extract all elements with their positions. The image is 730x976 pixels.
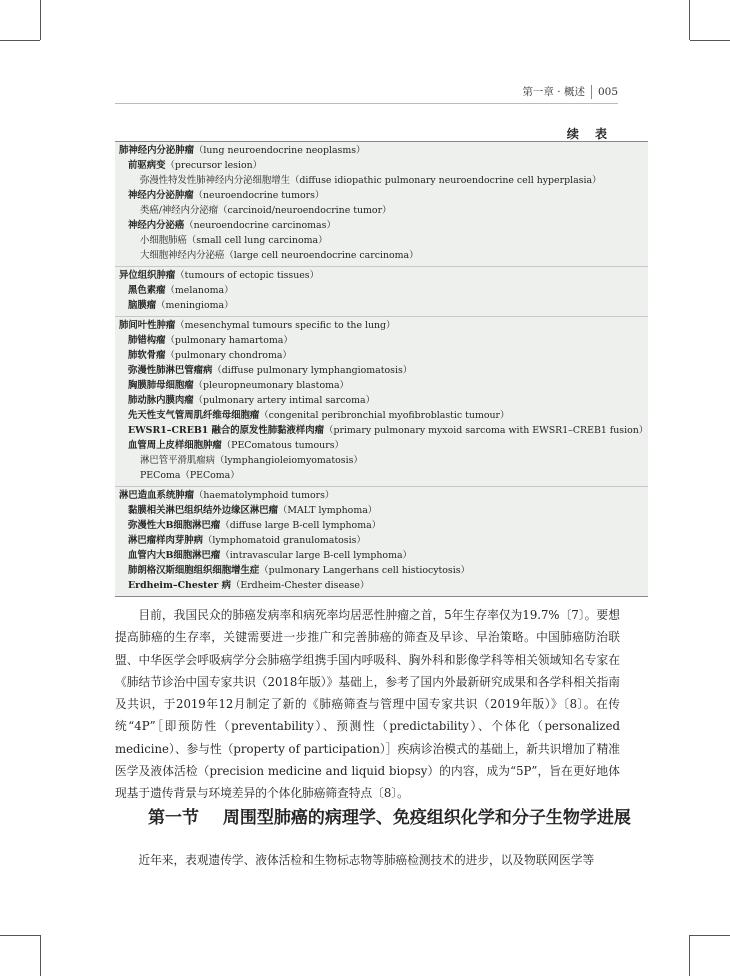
running-head	[522, 84, 618, 99]
classification-entry	[119, 283, 648, 298]
classification-entry	[119, 233, 648, 248]
entry-name: 淋巴造血系统肿瘤	[119, 490, 195, 501]
crop-mark	[40, 0, 41, 40]
entry-name: 淋巴管平滑肌瘤病	[140, 455, 216, 466]
classification-entry	[119, 188, 648, 203]
entry-english: （pulmonary artery intimal sarcoma）	[193, 395, 376, 406]
classification-entry	[119, 548, 648, 563]
classification-entry	[119, 423, 648, 438]
body-text-2	[115, 849, 620, 871]
crop-mark	[689, 935, 690, 976]
entry-english: （carcinoid/neuroendocrine tumor）	[218, 205, 392, 216]
entry-english: （MALT lymphoma）	[278, 505, 378, 516]
classification-entry	[119, 578, 648, 593]
entry-name: PEComa	[140, 470, 181, 481]
entry-name: 血管内大B细胞淋巴瘤	[128, 550, 221, 561]
crop-mark	[0, 40, 40, 41]
entry-english: （mesenchymal tumours specific to the lung）	[175, 320, 396, 331]
header-rule	[115, 103, 618, 104]
entry-name: 先天性支气管周肌纤维母细胞瘤	[128, 410, 260, 421]
entry-english: （PEComatous tumours）	[221, 440, 344, 451]
entry-name: Erdheim–Chester 病	[128, 580, 231, 591]
entry-english: （tumours of ectopic tissues）	[175, 270, 319, 281]
entry-name: 前驱病变	[128, 160, 166, 171]
classification-entry	[119, 268, 648, 283]
entry-name: EWSR1–CREB1 融合的原发性肺黏液样肉瘤	[128, 425, 325, 436]
entry-name: 淋巴瘤样肉芽肿病	[128, 535, 204, 546]
entry-name: 弥漫性特发性肺神经内分泌细胞增生	[140, 175, 291, 186]
table-group	[115, 142, 648, 267]
entry-name: 神经内分泌肿瘤	[128, 190, 194, 201]
table-cell	[115, 317, 648, 487]
entry-english: （melanoma）	[165, 285, 234, 296]
entry-name: 黏膜相关淋巴组织结外边缘区淋巴瘤	[128, 505, 279, 516]
table-cell	[115, 267, 648, 317]
body-text-1	[115, 604, 620, 805]
entry-english: （diffuse large B-cell lymphoma）	[220, 520, 382, 531]
entry-english: （small cell lung carcinoma）	[186, 235, 328, 246]
section-number: 第一节	[148, 808, 199, 828]
entry-english: （pulmonary chondroma）	[165, 350, 292, 361]
entry-name: 肺动脉内膜肉瘤	[128, 395, 194, 406]
classification-entry	[119, 378, 648, 393]
entry-english: （pulmonary Langerhans cell histiocytosis）	[259, 565, 470, 576]
classification-entry	[119, 408, 648, 423]
entry-name: 脑膜瘤	[128, 300, 157, 311]
entry-name: 肺朗格汉斯细胞组织细胞增生症	[128, 565, 260, 576]
entry-name: 弥漫性大B细胞淋巴瘤	[128, 520, 221, 531]
classification-entry	[119, 563, 648, 578]
crop-mark	[0, 935, 40, 936]
entry-english: （Erdheim-Chester disease）	[230, 580, 370, 591]
chapter-title: 第一章 · 概述	[522, 86, 585, 98]
entry-english: （neuroendocrine tumors）	[193, 190, 325, 201]
entry-english: （pleuropneumonary blastoma）	[193, 380, 349, 391]
header-divider	[591, 85, 592, 99]
classification-entry	[119, 438, 648, 453]
classification-entry	[119, 333, 648, 348]
entry-english: （lymphangioleiomyomatosis）	[215, 455, 363, 466]
classification-entry	[119, 363, 648, 378]
crop-mark	[690, 935, 730, 936]
table-cell	[115, 487, 648, 597]
entry-english: （haematolymphoid tumors）	[194, 490, 335, 501]
paragraph: 目前，我国民众的肺癌发病率和病死率均居恶性肿瘤之首，5年生存率仅为19.7%〔7〕。要想提高肺癌的生存率，关键需要进一步推广和完善肺癌的筛查及早诊、早治策略。中国肺癌防治联盟、中华医学会呼吸病学分会肺癌学组携手国内呼吸科、胸外科和影像学科等相关领域知名专家在《肺结节诊治中国专家共识（2018年版）》基础上，参考了国内外最新研究成果和各学科相关指南及共识，于2019年12月制定了新的《肺癌筛查与管理中国专家共识（2019年版）》〔8〕。在传统“4P”［即预防性（preventability）、预测性（predictability）、个体化（personalized medicine）、参与性（property of participation）］疾病诊治模式的基础上，新共识增加了精准医学及液体活检（precision medicine and liquid biopsy）的内容，成为“5P”，旨在更好地体现基于遗传背景与环境差异的个体化肺癌筛查特点〔8〕。	[115, 608, 620, 801]
entry-english: （intravascular large B-cell lymphoma）	[220, 550, 412, 561]
entry-english: （diffuse idiopathic pulmonary neuroendocrine cell hyperplasia）	[290, 175, 602, 186]
classification-entry	[119, 143, 648, 158]
entry-name: 大细胞神经内分泌癌	[140, 250, 225, 261]
classification-entry	[119, 173, 648, 188]
classification-entry	[119, 218, 648, 233]
entry-name: 肺神经内分泌肿瘤	[119, 145, 195, 156]
entry-name: 肺错构瘤	[128, 335, 166, 346]
entry-name: 神经内分泌癌	[128, 220, 185, 231]
entry-english: （lung neuroendocrine neoplasms）	[194, 145, 366, 156]
classification-entry	[119, 348, 648, 363]
table-continued-label: 续 表	[566, 127, 613, 141]
classification-entry	[119, 203, 648, 218]
classification-entry	[119, 298, 648, 313]
entry-english: （large cell neuroendocrine carcinoma）	[224, 250, 419, 261]
table-group	[115, 317, 648, 487]
entry-english: （diffuse pulmonary lymphangiomatosis）	[212, 365, 413, 376]
classification-entry	[119, 533, 648, 548]
page-number: 005	[597, 85, 618, 98]
paragraph: 近年来，表观遗传学、液体活检和生物标志物等肺癌检测技术的进步，以及物联网医学等	[138, 853, 595, 867]
entry-name: 肺软骨瘤	[128, 350, 166, 361]
table-group	[115, 267, 648, 317]
entry-name: 弥漫性肺淋巴管瘤病	[128, 365, 213, 376]
classification-entry	[119, 453, 648, 468]
crop-mark	[690, 40, 730, 41]
entry-english: （neuroendocrine carcinomas）	[184, 220, 336, 231]
section-title: 周围型肺癌的病理学、免疫组织化学和分子生物学进展	[222, 808, 631, 828]
entry-name: 黑色素瘤	[128, 285, 166, 296]
entry-name: 肺间叶性肿瘤	[119, 320, 176, 331]
entry-english: （lymphomatoid granulomatosis）	[203, 535, 366, 546]
classification-entry	[119, 468, 648, 483]
entry-english: （primary pulmonary myxoid sarcoma with EWSR1–CREB1 fusion）	[324, 425, 649, 436]
classification-entry	[119, 488, 648, 503]
entry-english: （precursor lesion）	[165, 160, 263, 171]
entry-english: （meningioma）	[156, 300, 234, 311]
classification-entry	[119, 393, 648, 408]
crop-mark	[689, 0, 690, 40]
classification-entry	[119, 518, 648, 533]
classification-entry	[119, 503, 648, 518]
entry-english: （congenital peribronchial myofibroblastic tumour）	[259, 410, 510, 421]
classification-entry	[119, 158, 648, 173]
table-cell	[115, 142, 648, 267]
classification-entry	[119, 248, 648, 263]
entry-english: （pulmonary hamartoma）	[165, 335, 293, 346]
crop-mark	[40, 935, 41, 976]
entry-english: （PEComa）	[180, 470, 240, 481]
entry-name: 类癌/神经内分泌瘤	[140, 205, 219, 216]
entry-name: 异位组织肿瘤	[119, 270, 176, 281]
classification-entry	[119, 318, 648, 333]
table-group	[115, 487, 648, 597]
entry-name: 血管周上皮样细胞肿瘤	[128, 440, 222, 451]
entry-name: 小细胞肺癌	[140, 235, 187, 246]
section-heading	[148, 803, 631, 828]
entry-name: 胸膜肺母细胞瘤	[128, 380, 194, 391]
classification-table	[115, 141, 648, 597]
